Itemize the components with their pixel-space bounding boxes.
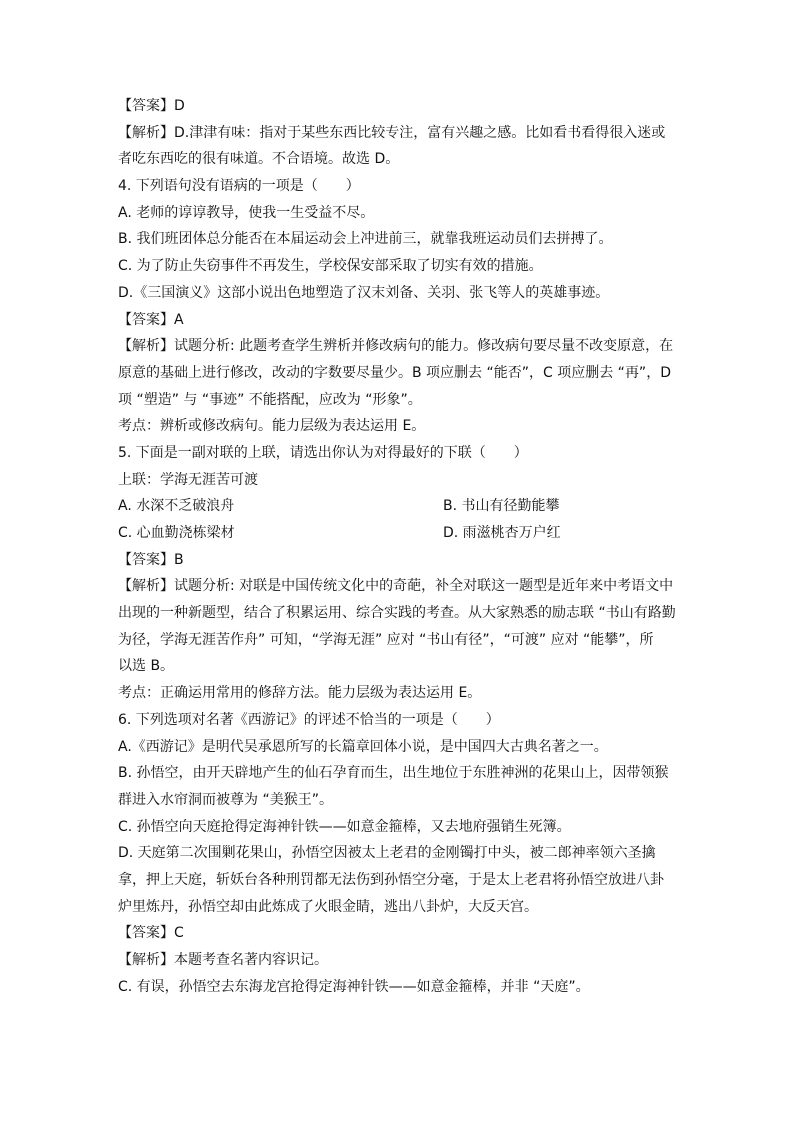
text-block-2 [118, 547, 678, 1001]
option-d: D. 雨滋桃杏万户红 [443, 525, 561, 541]
text-line: D. 天庭第二次围剿花果山，孙悟空因被太上老君的金刚镯打中头，被二郎神率领六圣擒 [118, 845, 656, 862]
text-line: 上联：学海无涯苦可渡 [118, 471, 258, 488]
text-line: B. 我们班团体总分能否在本届运动会上冲进前三，就靠我班运动员们去拼搏了。 [118, 231, 613, 248]
text-line: 炉里炼丹，孙悟空却由此炼成了火眼金睛，逃出八卦炉，大反天宫。 [118, 898, 538, 915]
text-line: 【答案】D [118, 98, 185, 114]
text-line: 【答案】A [118, 311, 184, 328]
text-line: 【答案】B [118, 551, 184, 568]
text-line: 6. 下列选项对名著《西游记》的评述不恰当的一项是（ ） [118, 711, 500, 728]
text-line: 考点：辨析或修改病句。能力层级为表达运用 E。 [118, 418, 426, 435]
text-line: 考点：正确运用常用的修辞方法。能力层级为表达运用 E。 [118, 685, 482, 702]
text-line: 【答案】C [118, 925, 184, 942]
text-line: A.《西游记》是明代吴承恩所写的长篇章回体小说，是中国四大古典名著之一。 [118, 738, 608, 755]
text-line: A. 老师的谆谆教导，使我一生受益不尽。 [118, 204, 375, 221]
text-block-1 [118, 93, 678, 493]
option-c: C. 心血勤浇栋梁材 [118, 525, 235, 541]
text-line: C. 有误，孙悟空去东海龙宫抢得定海神针铁——如意金箍棒，并非 “天庭”。 [118, 978, 590, 995]
text-line: 以选 B。 [118, 658, 175, 675]
text-line: 群进入水帘洞而被尊为 “美猴王”。 [118, 791, 333, 808]
text-line: 原意的基础上进行修改，改动的字数要尽量少。B 项应删去 “能否”，C 项应删去 “再”，D [118, 364, 671, 381]
text-line: 【解析】试题分析: 此题考查学生辨析并修改病句的能力。修改病句要尽量不改变原意，在 [118, 338, 674, 355]
text-line: C. 孙悟空向天庭抢得定海神针铁——如意金箍棒，又去地府强销生死簿。 [118, 818, 571, 835]
text-line: D.《三国演义》这部小说出色地塑造了汉末刘备、关羽、张飞等人的英雄事迹。 [118, 284, 610, 301]
document-page [118, 93, 678, 1000]
text-line: 者吃东西吃的很有味道。不合语境。故选 D。 [118, 151, 400, 168]
text-line: B. 孙悟空，由开天辟地产生的仙石孕育而生，出生地位于东胜神洲的花果山上，因带领猴 [118, 765, 669, 782]
options-row-cd [118, 520, 678, 547]
text-line: 【解析】本题考查名著内容识记。 [118, 952, 328, 968]
text-line: 【解析】试题分析: 对联是中国传统文化中的奇葩，补全对联这一题型是近年来中考语文中 [118, 578, 674, 595]
text-line: 拿，押上天庭，斩妖台各种刑罚都无法伤到孙悟空分毫，于是太上老君将孙悟空放进八卦 [118, 871, 664, 888]
option-b: B. 书山有径勤能攀 [443, 498, 560, 515]
text-line: 为径，学海无涯苦作舟” 可知，“学海无涯” 应对 “书山有径”，“可渡” 应对 “能攀”，所 [118, 631, 654, 648]
text-line: 5. 下面是一副对联的上联，请选出你认为对得最好的下联（ ） [118, 444, 528, 461]
text-line: 4. 下列语句没有语病的一项是（ ） [118, 178, 360, 195]
option-a: A. 水深不乏破浪舟 [118, 498, 235, 515]
text-line: C. 为了防止失窃事件不再发生，学校保安部采取了切实有效的措施。 [118, 258, 543, 275]
text-line: 【解析】D.津津有味：指对于某些东西比较专注，富有兴趣之感。比如看书看得很入迷或 [118, 124, 666, 141]
text-line: 出现的一种新题型，结合了积累运用、综合实践的考查。从大家熟悉的励志联 “书山有路勤 [118, 605, 676, 622]
text-line: 项 “塑造” 与 “事迹” 不能搭配，应改为 “形象”。 [118, 391, 422, 408]
options-row-ab [118, 493, 678, 520]
